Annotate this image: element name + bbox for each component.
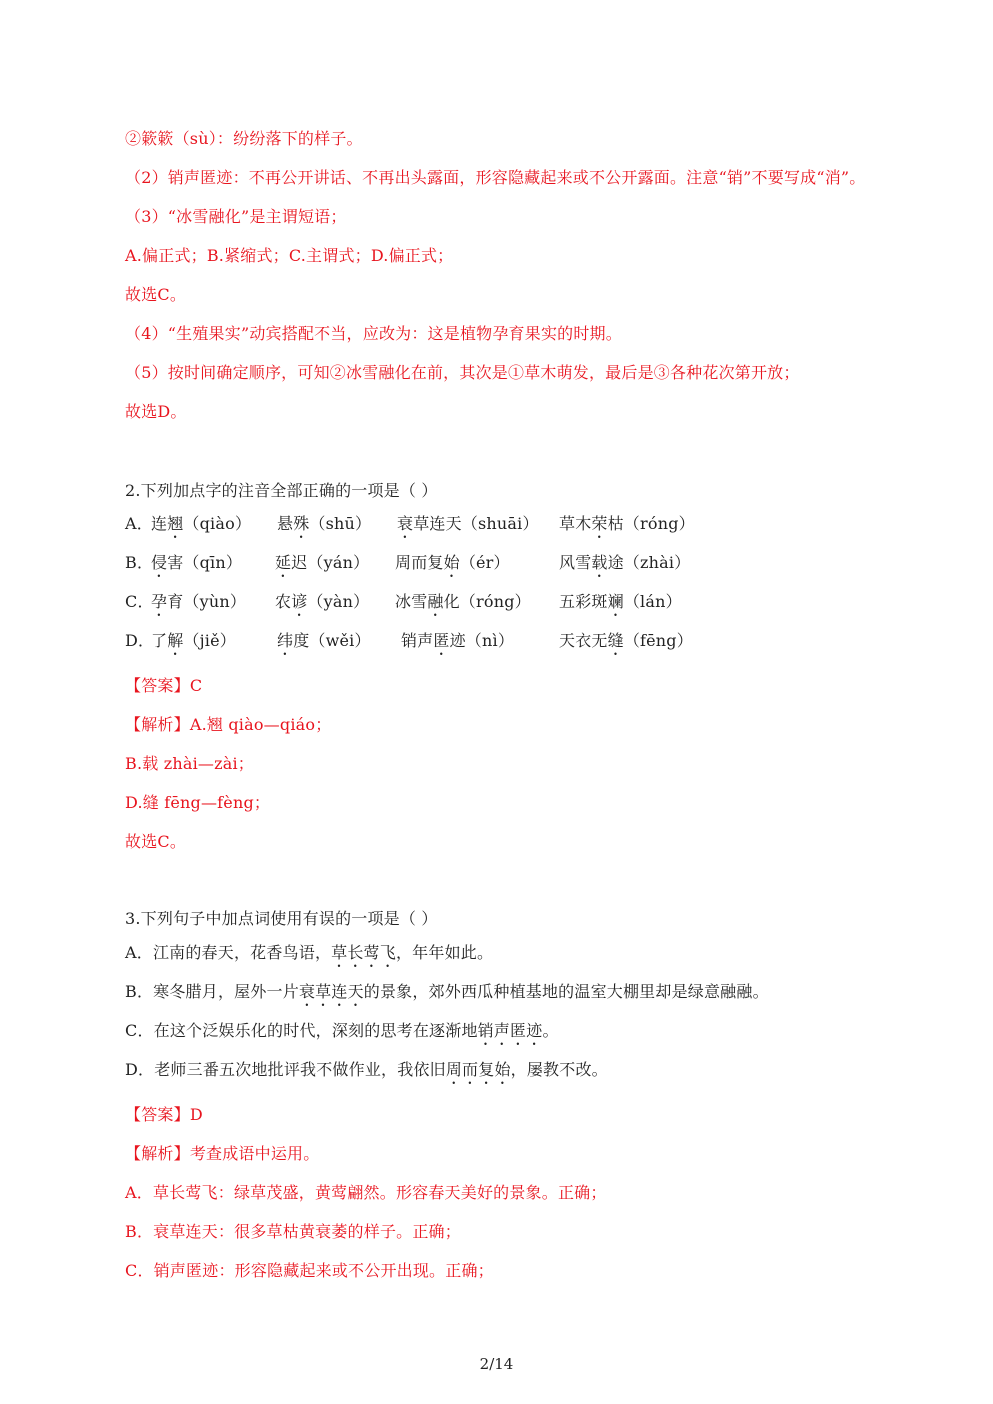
option-item: 侵害（qīn） xyxy=(151,553,243,572)
explanation-line: A.偏正式；B.紧缩式；C.主谓式；D.偏正式； xyxy=(125,246,454,265)
option-label: D． xyxy=(125,631,155,650)
option-item: 销声匿迹（nì） xyxy=(401,631,515,650)
question-2-stem: 2.下列加点字的注音全部正确的一项是（ ） xyxy=(125,481,438,500)
question-3-option-b: B．寒冬腊月，屋外一片衰草连天的景象，郊外西瓜种植基地的温室大棚里却是绿意融融。 xyxy=(125,982,769,1001)
option-item: 纬度（wěi） xyxy=(277,631,371,650)
option-item: 延迟（yán） xyxy=(275,553,370,572)
analysis-line: A．草长莺飞：绿草茂盛，黄莺翩然。形容春天美好的景象。正确； xyxy=(125,1183,607,1202)
option-label: A． xyxy=(125,514,153,533)
option-item: 衰草连天（shuāi） xyxy=(397,514,539,533)
question-3-option-a: A．江南的春天，花香鸟语，草长莺飞，年年如此。 xyxy=(125,943,494,962)
question-2-option-c xyxy=(125,591,725,613)
explanation-line: （3）“冰雪融化”是主谓短语； xyxy=(125,207,347,226)
option-item: 悬殊（shū） xyxy=(277,514,372,533)
explanation-line: ②簌簌（sù）：纷纷落下的样子。 xyxy=(125,129,363,148)
explanation-line: 故选D。 xyxy=(125,402,187,421)
analysis-line: D.缝 fēng—fèng； xyxy=(125,793,271,812)
question-2-option-a xyxy=(125,513,725,535)
question-2-answer: 【答案】C xyxy=(125,676,203,695)
analysis-line: B.载 zhài—zài； xyxy=(125,754,255,773)
question-3-option-d: D．老师三番五次地批评我不做作业，我依旧周而复始，屡教不改。 xyxy=(125,1060,608,1079)
option-item: 了解（jiě） xyxy=(151,631,236,650)
analysis-line: B．衰草连天：很多草枯黄衰萎的样子。正确； xyxy=(125,1222,461,1241)
explanation-line: （2）销声匿迹：不再公开讲话、不再出头露面，形容隐藏起来或不公开露面。注意“销”不要写成“消”。 xyxy=(125,168,866,187)
question-3-stem: 3.下列句子中加点词使用有误的一项是（ ） xyxy=(125,909,438,928)
explanation-line: 故选C。 xyxy=(125,285,187,304)
page-number: 2/14 xyxy=(479,1355,514,1373)
question-3-analysis: 【解析】考查成语中运用。 xyxy=(125,1144,320,1163)
explanation-line: （4）“生殖果实”动宾搭配不当，应改为：这是植物孕育果实的时期。 xyxy=(125,324,622,343)
option-item: 风雪载途（zhài） xyxy=(559,553,691,572)
question-3-answer: 【答案】D xyxy=(125,1105,203,1124)
question-3-option-c: C．在这个泛娱乐化的时代，深刻的思考在逐渐地销声匿迹。 xyxy=(125,1021,559,1040)
option-item: 冰雪融化（róng） xyxy=(395,592,531,611)
analysis-line: C．销声匿迹：形容隐藏起来或不公开出现。正确； xyxy=(125,1261,494,1280)
option-item: 周而复始（ér） xyxy=(395,553,510,572)
option-item: 五彩斑斓（lán） xyxy=(559,592,682,611)
question-2-analysis: 【解析】A.翘 qiào—qiáo； xyxy=(125,715,332,734)
question-2-option-d xyxy=(125,630,725,652)
option-item: 孕育（yùn） xyxy=(151,592,247,611)
analysis-line: 故选C。 xyxy=(125,832,187,851)
option-label: C． xyxy=(125,592,154,611)
option-item: 草木荣枯（róng） xyxy=(559,514,695,533)
option-label: B． xyxy=(125,553,154,572)
question-2-option-b xyxy=(125,552,725,574)
option-item: 天衣无缝（fēng） xyxy=(559,631,693,650)
option-item: 连翘（qiào） xyxy=(151,514,252,533)
explanation-line: （5）按时间确定顺序，可知②冰雪融化在前，其次是①草木萌发，最后是③各种花次第开放； xyxy=(125,363,800,382)
option-item: 农谚（yàn） xyxy=(275,592,370,611)
